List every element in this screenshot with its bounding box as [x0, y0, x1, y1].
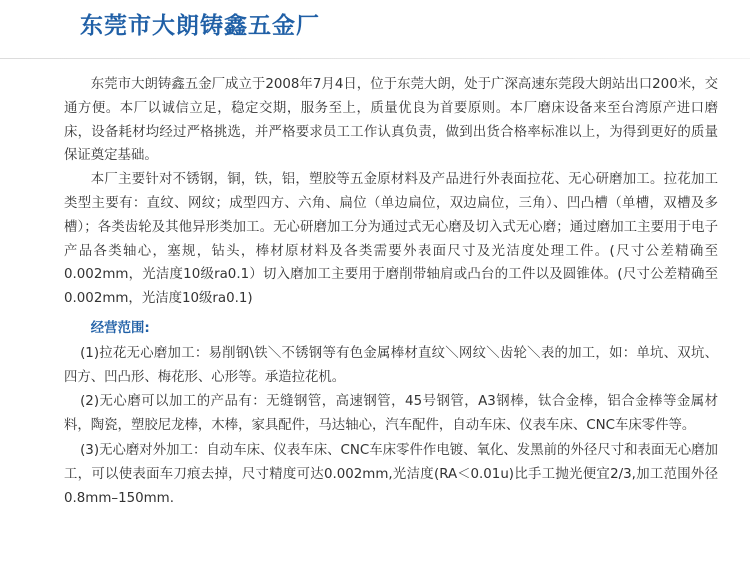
article-body [64, 73, 718, 510]
scope-item: (3)无心磨对外加工：自动车床、仪表车床、CNC车床零件作电镀、氧化、发黑前的外径尺寸和表面无心磨加工，可以使表面车刀痕去掉，尺寸精度可达0.002mm,光洁度(RA＜0.01u)比手工抛光便宜2/3,加工范围外径0.8mm–150mm. [64, 442, 718, 506]
section-heading-scope: 经营范围: [90, 320, 150, 336]
intro-paragraph: 东莞市大朗铸鑫五金厂成立于2008年7月4日，位于东莞大朗，处于广深高速东莞段大朗站出口200米，交通方便。本厂以诚信立足，稳定交期，服务至上，质量优良为首要原则。本厂磨床设备来至台湾原产进口磨床，设备耗材均经过严格挑选，并严格要求员工工作认真负责，做到出货合格率标准以上，为得到更好的质量保证奠定基础。 [64, 77, 718, 164]
scope-item: (2)无心磨可以加工的产品有：无缝钢管，高速钢管，45号钢管，A3钢棒，钛合金棒，铝合金棒等金属材料，陶瓷，塑胶尼龙棒，木棒，家具配件，马达轴心，汽车配件，自动车床、仪表车床、CNC车床零件等。 [64, 394, 718, 434]
title-divider [0, 58, 750, 59]
scope-item: (1)拉花无心磨加工：易削钢\铁＼不锈钢等有色金属棒材直纹＼网纹＼齿轮＼表的加工，如：单坑、双坑、四方、凹凸形、梅花形、心形等。承造拉花机。 [64, 345, 718, 385]
page-title: 东莞市大朗铸鑫五金厂 [80, 13, 320, 39]
services-paragraph: 本厂主要针对不锈钢，铜，铁，铝，塑胶等五金原材料及产品进行外表面拉花、无心研磨加工。拉花加工类型主要有：直纹、网纹；成型四方、六角、扁位（单边扁位，双边扁位，三角）、凹凸槽（单槽，双槽及多槽）；各类齿轮及其他异形类加工。无心研磨加工分为通过式无心磨及切入式无心磨；通过磨加工主要用于电子产品各类轴心，塞规，钻头，棒材原材料及各类需要外表面尺寸及光洁度处理工件。(尺寸公差精确至0.002mm，光洁度10级ra0.1）切入磨加工主要用于磨削带轴肩或凸台的工件以及圆锥体。(尺寸公差精确至0.002mm，光洁度10级ra0.1) [64, 172, 718, 307]
